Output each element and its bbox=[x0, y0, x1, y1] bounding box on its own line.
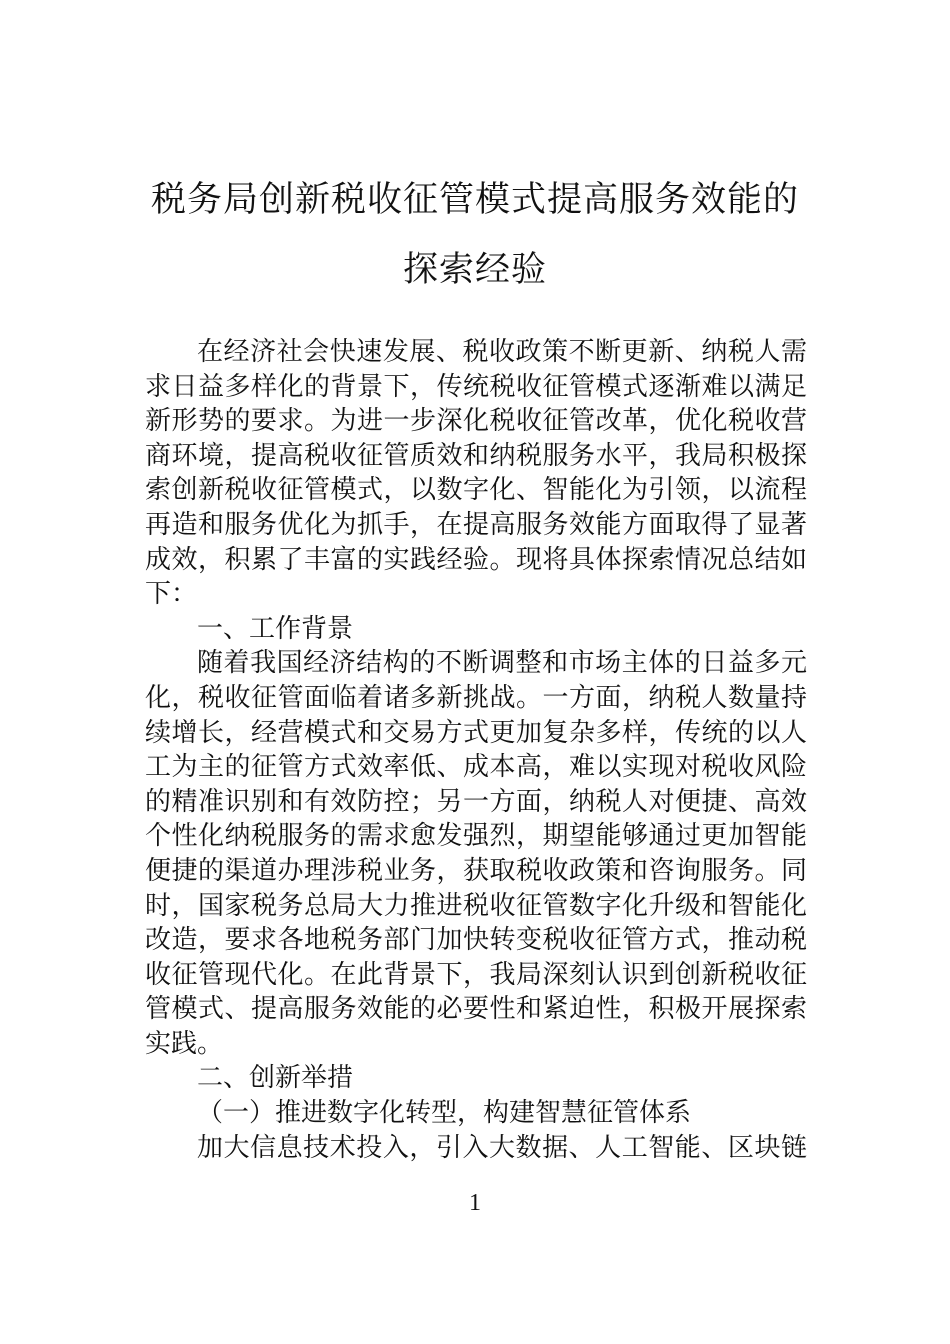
text-line: 索创新税收征管模式，以数字化、智能化为引领，以流程 bbox=[145, 475, 807, 506]
document-title-line-1: 税务局创新税收征管模式提高服务效能的 bbox=[150, 180, 799, 220]
text-line: 实践。 bbox=[145, 1028, 224, 1059]
text-line: 续增长，经营模式和交易方式更加复杂多样，传统的以人 bbox=[145, 717, 807, 748]
text-line: 二、创新举措 bbox=[197, 1063, 354, 1094]
text-line: 在经济社会快速发展、税收政策不断更新、纳税人需 bbox=[197, 337, 807, 367]
text-line: （一）推进数字化转型，构建智慧征管体系 bbox=[197, 1098, 692, 1129]
text-line: 下： bbox=[145, 579, 198, 610]
document-body bbox=[145, 335, 807, 1165]
text-line: 加大信息技术投入，引入大数据、人工智能、区块链 bbox=[197, 1132, 807, 1163]
text-line: 商环境，提高税收征管质效和纳税服务水平，我局积极探 bbox=[145, 440, 807, 471]
document-title-line-2: 探索经验 bbox=[402, 250, 547, 290]
text-line: 管模式、提高服务效能的必要性和紧迫性，积极开展探索 bbox=[145, 994, 807, 1025]
text-line: 随着我国经济结构的不断调整和市场主体的日益多元 bbox=[197, 648, 807, 679]
text-line: 收征管现代化。在此背景下，我局深刻认识到创新税收征 bbox=[145, 959, 807, 990]
text-line: 再造和服务优化为抓手，在提高服务效能方面取得了显著 bbox=[145, 509, 807, 540]
text-line: 时，国家税务总局大力推进税收征管数字化升级和智能化 bbox=[145, 890, 807, 921]
text-line: 个性化纳税服务的需求愈发强烈，期望能够通过更加智能 bbox=[145, 821, 807, 852]
text-line: 一、工作背景 bbox=[197, 613, 354, 644]
text-line: 成效，积累了丰富的实践经验。现将具体探索情况总结如 bbox=[145, 544, 807, 575]
text-line: 便捷的渠道办理涉税业务，获取税收政策和咨询服务。同 bbox=[145, 855, 807, 886]
text-line: 化，税收征管面临着诸多新挑战。一方面，纳税人数量持 bbox=[145, 682, 807, 713]
page-number: 1 bbox=[469, 1190, 481, 1216]
text-line: 的精准识别和有效防控；另一方面，纳税人对便捷、高效 bbox=[145, 786, 807, 817]
text-line: 新形势的要求。为进一步深化税收征管改革，优化税收营 bbox=[145, 406, 807, 437]
text-line: 工为主的征管方式效率低、成本高，难以实现对税收风险 bbox=[145, 752, 807, 783]
text-line: 求日益多样化的背景下，传统税收征管模式逐渐难以满足 bbox=[145, 371, 807, 402]
text-line: 改造，要求各地税务部门加快转变税收征管方式，推动税 bbox=[145, 925, 807, 956]
